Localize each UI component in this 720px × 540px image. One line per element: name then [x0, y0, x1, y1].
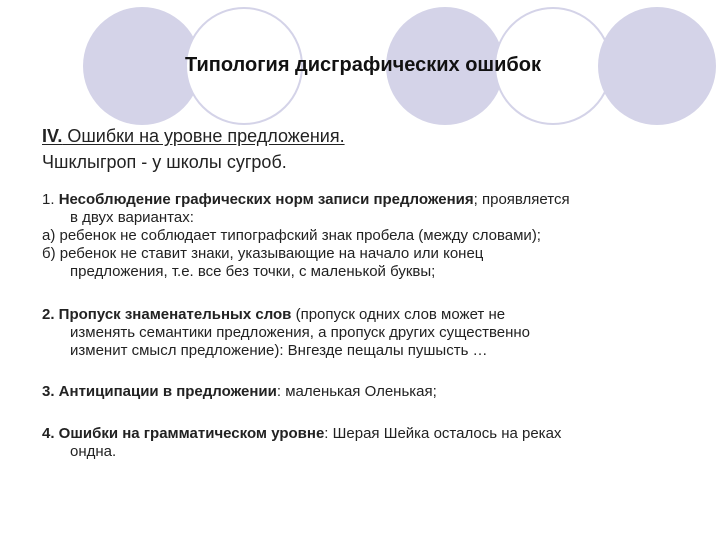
- item1-rest: ; проявляется: [473, 191, 570, 208]
- section-heading: [42, 125, 692, 147]
- item1-number: 1.: [42, 191, 55, 208]
- list-item-4: [42, 425, 692, 461]
- item2-line3: изменит смысл предложение): Внгезде пещалы пушысть …: [70, 342, 488, 359]
- slide-content: [42, 125, 692, 461]
- item4-line2: ондна.: [70, 443, 117, 460]
- item1-variant-a: а) ребенок не соблюдает типографский знак пробела (между словами);: [42, 227, 541, 244]
- item2-bold: 2. Пропуск знаменательных слов: [42, 306, 292, 323]
- item4-bold: 4. Ошибки на грамматическом уровне: [42, 425, 325, 442]
- item1-variant-b-cont: предложения, т.е. все без точки, с маленькой буквы;: [70, 263, 436, 280]
- item2-rest: (пропуск одних слов может не: [291, 306, 506, 323]
- item1-bold: Несоблюдение графических норм записи предложения: [58, 191, 474, 208]
- list-item-2: [42, 306, 692, 360]
- item3-rest: : маленькая Оленькая;: [276, 383, 437, 400]
- section-heading-text: Ошибки на уровне предложения.: [62, 126, 345, 146]
- item4-rest: : Шерая Шейка осталось на реках: [324, 425, 562, 442]
- item1-cont: в двух вариантах:: [70, 209, 194, 226]
- list-item-3: [42, 383, 692, 401]
- slide-title: [0, 54, 720, 77]
- item3-bold: 3. Антиципации в предложении: [42, 383, 277, 400]
- slide-title-text: Типология дисграфических ошибок: [185, 54, 541, 76]
- list-item-1: [42, 191, 692, 281]
- item1-variant-b: б) ребенок не ставит знаки, указывающие на начало или конец: [42, 245, 484, 262]
- section-roman: IV.: [42, 126, 63, 146]
- item2-line2: изменять семантики предложения, а пропуск других существенно: [70, 324, 531, 341]
- section-example: Чшклыгроп - у школы сугроб.: [42, 152, 287, 172]
